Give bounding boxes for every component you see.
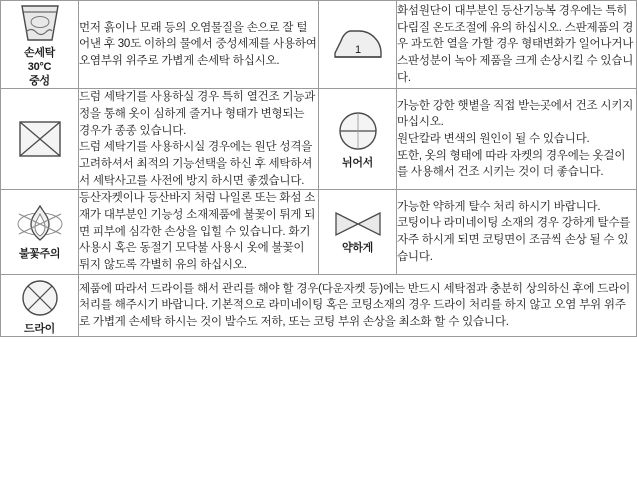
iron-icon-cell	[319, 1, 397, 89]
dry-in-shade-description: 가능한 강한 햇볕을 직접 받는곳에서 건조 시키지 마십시오. 원단칼라 변색의 원인이 될 수 있습니다. 또한, 옷의 형태에 따라 자켓의 경우에는 옷걸이를 사용해서 건조 시키는 것이 더 좋습니다.	[397, 89, 637, 190]
flame-warning-icon-label: 불꽃주의	[18, 248, 61, 261]
table-row	[1, 274, 637, 337]
tumble-dry-description: 드럼 세탁기를 사용하실 경우 특히 열건조 기능과정을 통해 옷이 심하게 줄거나 형태가 변형되는 경우가 종종 있습니다. 드럼 세탁기를 사용하시실 경우에는 원단 성격을 고려하셔서 최적의 기능선택을 하신 후 세탁하셔서 세탁사고를 사전에 방지 하시면 좋겠습니다.	[79, 89, 319, 190]
do-not-tumble-dry-icon	[15, 114, 65, 164]
table-row	[1, 1, 637, 89]
dry-in-shade-icon-cell	[319, 89, 397, 190]
hand-wash-description: 먼저 흙이나 모래 등의 오염물질을 손으로 잘 털어낸 후 30도 이하의 물에서 중성세제를 사용하여 오염부위 위주로 가볍게 손세탁 하십시오.	[79, 1, 319, 89]
dry-clean-icon	[15, 275, 65, 321]
gentle-spin-icon-cell	[319, 190, 397, 274]
dry-clean-description: 제품에 따라서 드라이를 해서 관리를 해야 할 경우(다운자켓 등)에는 반드시 세탁점과 충분히 상의하신 후에 드라이 처리를 해주시기 바랍니다. 기본적으로 라미네이팅 혹은 코팅소재의 경우 드라이 처리를 하지 않고 오염 부위 위주로 가볍게 손세탁 하시는 것이 발수도 저하, 또는 코팅 부위 손상을 최소화 할 수 있습니다.	[79, 274, 637, 337]
gentle-spin-icon-label: 약하게	[342, 242, 373, 255]
flame-warning-icon	[13, 202, 67, 246]
dry-clean-icon-label: 드라이	[24, 322, 55, 335]
flame-warning-description: 등산자켓이나 등산바지 처럼 나일론 또는 화섬 소재가 대부분인 기능성 소재제품에 불꽃이 튀게 되면 피부에 심각한 손상을 입힐 수 있습니다. 화기사용시 혹은 동절기 모닥불 사용시 옷에 불꽃이 튀지 않도록 각별히 유의 하십시오.	[79, 190, 319, 274]
dry-in-shade-icon	[333, 107, 383, 155]
gentle-spin-icon	[330, 208, 386, 240]
table-row	[1, 190, 637, 274]
dry-clean-icon-cell	[1, 274, 79, 337]
gentle-spin-description: 가능한 약하게 탈수 처리 하시기 바랍니다. 코팅이나 라미네이팅 소재의 경우 강하게 탈수를 자주 하시게 되면 코팅면이 조금씩 손상 될 수 있습니다.	[397, 190, 637, 274]
table-row	[1, 89, 637, 190]
dry-in-shade-icon-label: 뉘어서	[342, 157, 373, 170]
svg-text:1: 1	[354, 43, 361, 56]
hand-wash-icon-label: 손세탁 30°C 중성	[24, 47, 55, 87]
iron-description: 화섬원단이 대부분인 등산기능복 경우에는 특히 다림질 온도조절에 유의 하십시오. 스판제품의 경우 과도한 열을 가할 경우 형태변화가 일어나거나 스판성분이 녹아 제품을 크게 손상시킬 수 있습니다.	[397, 1, 637, 89]
hand-wash-icon	[14, 1, 66, 45]
iron-icon	[327, 23, 389, 67]
do-not-tumble-dry-icon-cell	[1, 89, 79, 190]
flame-warning-icon-cell	[1, 190, 79, 274]
hand-wash-icon-cell	[1, 1, 79, 89]
